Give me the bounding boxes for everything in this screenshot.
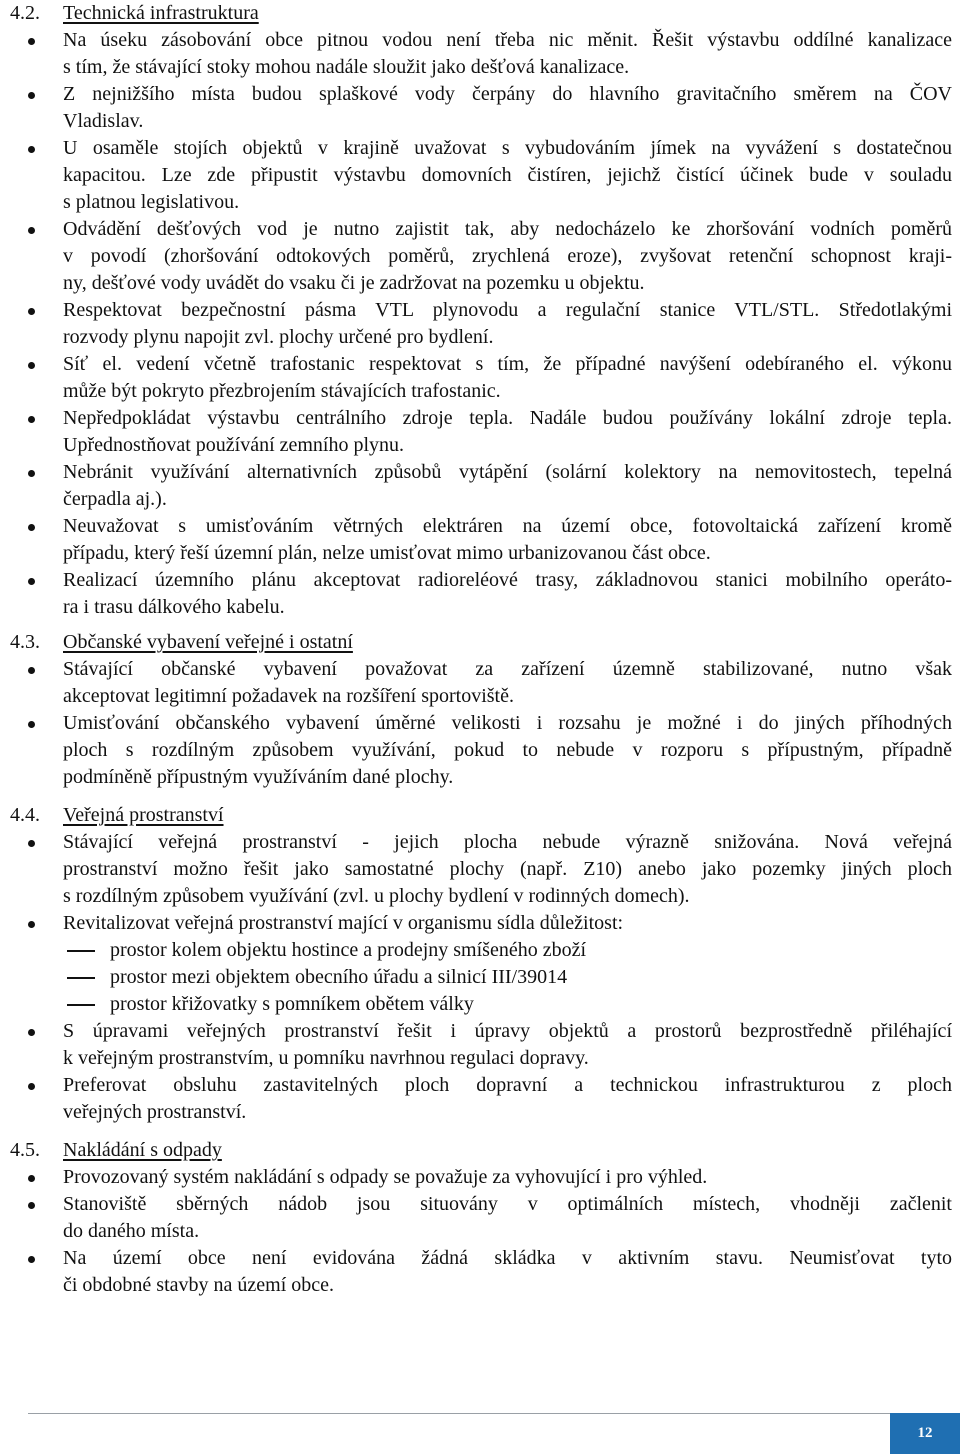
footer-divider (28, 1413, 890, 1414)
bullet-icon (28, 362, 35, 369)
bullet-icon (28, 1083, 35, 1090)
list-item (0, 27, 960, 81)
text-line: Stávající veřejná prostranství - jejich plocha nebude výrazně snižována. Nová veřejná (63, 831, 952, 853)
text-line: prostranství možno řešit jako samostatné plochy (např. Z10) anebo jako pozemky jiných ploch (63, 858, 952, 880)
text-line: S úpravami veřejných prostranství řešit i úpravy objektů a prostorů bezprostředně přiléhající (63, 1020, 952, 1042)
text-line: kapacitou. Lze zde připustit výstavbu domovních čistíren, jejichž čistící účinek bude v souladu (63, 164, 952, 186)
bullet-icon (28, 667, 35, 674)
text-line: s tím, že stávající stoky mohou nadále sloužit jako dešťová kanalizace. (63, 56, 630, 78)
bullet-icon (28, 308, 35, 315)
text-line: podmíněně přípustným využíváním dané plochy. (63, 766, 454, 788)
list-item (0, 829, 960, 910)
list-item (0, 135, 960, 216)
bullet-icon (28, 921, 35, 928)
text-line: ra i trasu dálkového kabelu. (63, 596, 285, 618)
text-line: Síť el. vedení včetně trafostanic respektovat s tím, že případné navýšení odebíraného el. výkonu (63, 353, 952, 375)
section-title: Nakládání s odpady (63, 1139, 222, 1161)
text-line: veřejných prostranství. (63, 1101, 247, 1123)
list-item (0, 513, 960, 567)
page-number-badge (890, 1413, 960, 1454)
list-item (0, 1191, 960, 1245)
section-number: 4.5. (10, 1139, 40, 1161)
list-4-3 (0, 656, 960, 791)
bullet-icon (28, 1029, 35, 1036)
section-title: Technická infrastruktura (63, 2, 259, 24)
list-4-2 (0, 27, 960, 621)
bullet-icon (28, 416, 35, 423)
bullet-icon (28, 470, 35, 477)
dash-icon (67, 1004, 95, 1006)
text-line: ny, dešťové vody uvádět do vsaku či je zadržovat na pozemku u objektu. (63, 272, 645, 294)
text-line: s platnou legislativou. (63, 191, 240, 213)
list-item (0, 1245, 960, 1299)
sublist-item (63, 964, 952, 991)
text-line: může být pokryto přezbrojením stávajících trafostanic. (63, 380, 501, 402)
text-line: prostor kolem objektu hostince a prodejny smíšeného zboží (110, 939, 587, 961)
text-line: prostor mezi objektem obecního úřadu a silnicí III/39014 (110, 966, 568, 988)
bullet-icon (28, 1202, 35, 1209)
text-line: Preferovat obsluhu zastavitelných ploch dopravní a technickou infrastrukturou z ploch (63, 1074, 952, 1096)
text-line: Umisťování občanského vybavení úměrné velikosti i rozsahu je možné i do jiných příhodných (63, 712, 952, 734)
text-line: do daného místa. (63, 1220, 200, 1242)
text-line: Neuvažovat s umisťováním větrných elektráren na území obce, fotovoltaická zařízení kromě (63, 515, 952, 537)
bullet-icon (28, 578, 35, 585)
dash-icon (67, 977, 95, 979)
bullet-icon (28, 721, 35, 728)
text-line: rozvody plynu napojit zvl. plochy určené pro bydlení. (63, 326, 494, 348)
section-title: Občanské vybavení veřejné i ostatní (63, 631, 353, 653)
text-line: s rozdílným způsobem využívání (zvl. u plochy bydlení v rodinných domech). (63, 885, 690, 907)
text-line: akceptovat legitimní požadavek na rozšíření sportoviště. (63, 685, 514, 707)
sublist (63, 937, 952, 1018)
text-line: Realizací územního plánu akceptovat radioreléové trasy, základnovou stanici mobilního operáto- (63, 569, 952, 591)
text-line: Revitalizovat veřejná prostranství mající v organismu sídla důležitost: (63, 912, 624, 934)
bullet-icon (28, 840, 35, 847)
bullet-icon (28, 38, 35, 45)
dash-icon (67, 950, 95, 952)
list-item (0, 710, 960, 791)
list-item (0, 1072, 960, 1126)
list-item (0, 459, 960, 513)
list-item (0, 405, 960, 459)
list-item (0, 910, 960, 1018)
text-line: Na úseku zásobování obce pitnou vodou není třeba nic měnit. Řešit výstavbu oddílné kanalizace (63, 29, 952, 51)
text-line: případu, který řeší územní plán, nelze umisťovat mimo urbanizovanou část obce. (63, 542, 711, 564)
bullet-icon (28, 1175, 35, 1182)
text-line: k veřejným prostranstvím, u pomníku navrhnou regulaci dopravy. (63, 1047, 589, 1069)
text-line: či obdobné stavby na území obce. (63, 1274, 335, 1296)
bullet-icon (28, 524, 35, 531)
text-line: prostor křižovatky s pomníkem obětem války (110, 993, 474, 1015)
text-line: Respektovat bezpečnostní pásma VTL plynovodu a regulační stanice VTL/STL. Středotlakými (63, 299, 952, 321)
text-line: ploch s rozdílným způsobem využívání, pokud to nebude v rozporu s přípustným, případně (63, 739, 952, 761)
text-line: Z nejnižšího místa budou splaškové vody čerpány do hlavního gravitačního směrem na ČOV (63, 83, 952, 105)
text-line: Vladislav. (63, 110, 144, 132)
text-line: čerpadla aj.). (63, 488, 167, 510)
bullet-icon (28, 146, 35, 153)
text-line: Provozovaný systém nakládání s odpady se považuje za vyhovující i pro výhled. (63, 1166, 708, 1188)
text-line: Stanoviště sběrných nádob jsou situovány v optimálních místech, vhodněji začlenit (63, 1193, 952, 1215)
list-item (0, 81, 960, 135)
list-4-4 (0, 829, 960, 1126)
text-line: Odvádění dešťových vod je nutno zajistit tak, aby nedocházelo ke zhoršování vodních poměrů (63, 218, 952, 240)
list-item (0, 567, 960, 621)
page-number: 12 (917, 1425, 933, 1441)
bullet-icon (28, 227, 35, 234)
section-title: Veřejná prostranství (63, 804, 224, 826)
sublist-item (63, 937, 952, 964)
text-line: Na území obce není evidována žádná skládka v aktivním stavu. Neumisťovat tyto (63, 1247, 952, 1269)
section-number: 4.4. (10, 804, 40, 826)
text-line: Nebránit využívání alternativních způsobů vytápění (solární kolektory na nemovitostech, tepelná (63, 461, 952, 483)
text-line: Nepředpokládat výstavbu centrálního zdroje tepla. Nadále budou používány lokální zdroje tepla. (63, 407, 952, 429)
list-item (0, 1164, 960, 1191)
list-4-5 (0, 1164, 960, 1299)
list-item (0, 351, 960, 405)
list-item (0, 656, 960, 710)
text-line: Stávající občanské vybavení považovat za zařízení územně stabilizované, nutno však (63, 658, 952, 680)
text-line: Upřednostňovat používání zemního plynu. (63, 434, 405, 456)
list-item (0, 297, 960, 351)
sublist-item (63, 991, 952, 1018)
list-item (0, 216, 960, 297)
bullet-icon (28, 92, 35, 99)
section-number: 4.3. (10, 631, 40, 653)
text-line: U osaměle stojích objektů v krajině uvažovat s vybudováním jímek na vyvážení s dostatečnou (63, 137, 952, 159)
list-item (0, 1018, 960, 1072)
bullet-icon (28, 1256, 35, 1263)
section-number: 4.2. (10, 2, 40, 24)
text-line: v povodí (zhoršování odtokových poměrů, zrychlená eroze), zvyšovat retenční schopnost kraji- (63, 245, 952, 267)
